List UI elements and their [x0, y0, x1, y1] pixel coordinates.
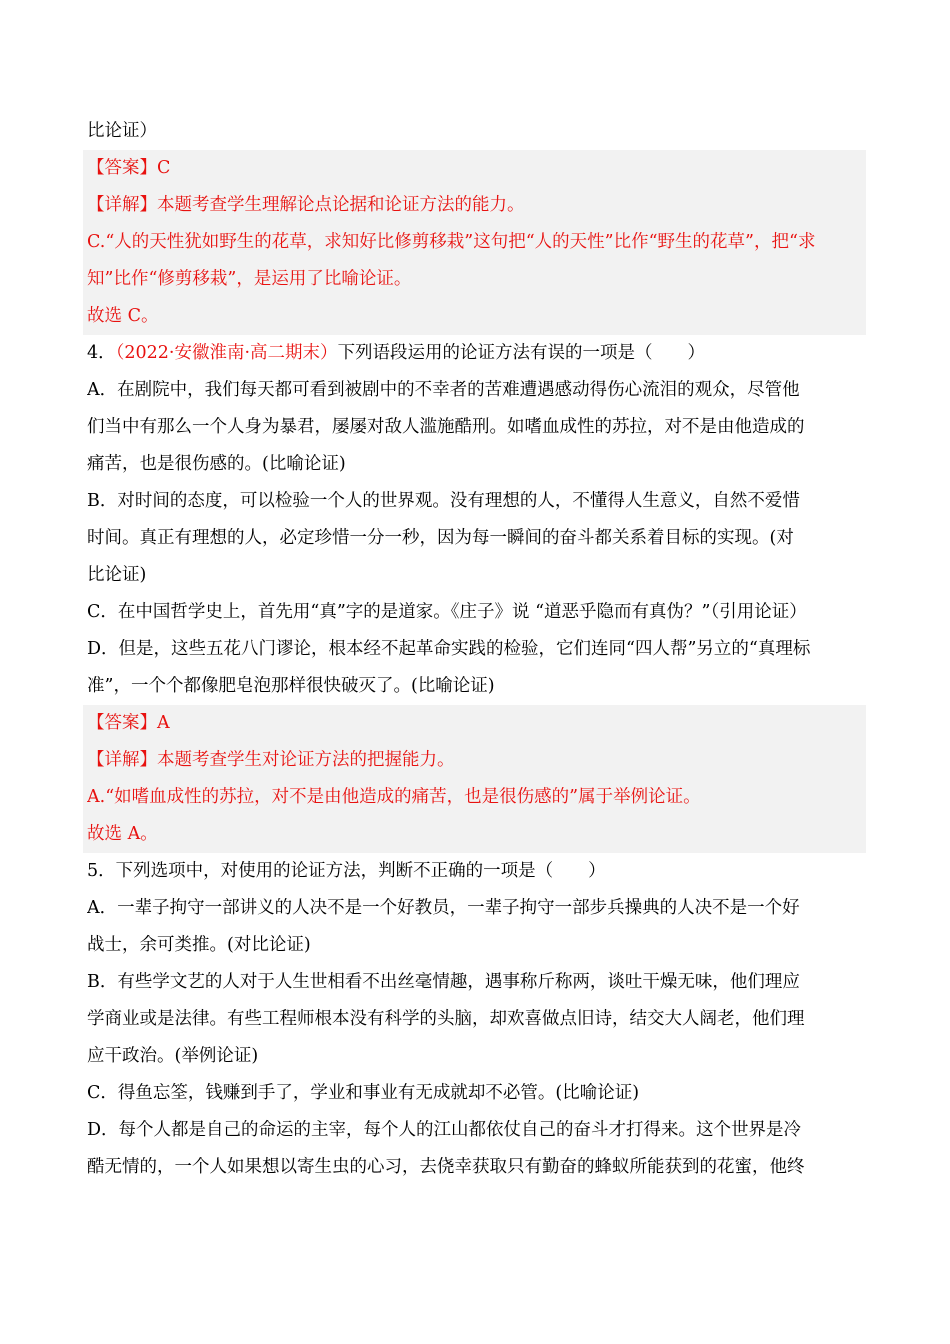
q4-option-line: A．在剧院中，我们每天都可看到被剧中的不幸者的苦难遭遇感动得伤心流泪的观众，尽管他	[87, 380, 800, 400]
q4-answer: 【答案】A	[87, 713, 170, 733]
q4-option-line: D．但是，这些五花八门谬论，根本经不起革命实践的检验，它们连同“四人帮”另立的“真理标	[87, 639, 811, 659]
q5-option-line: 学商业或是法律。有些工程师根本没有科学的头脑，却欢喜做点旧诗，结交大人阔老，他们理	[87, 1009, 805, 1029]
q3-detail-line: C.“人的天性犹如野生的花草，求知好比修剪移栽”这句把“人的天性”比作“野生的花草”，把“求	[87, 232, 816, 252]
q3-answer-box	[83, 150, 866, 335]
q3-detail-line: 知”比作“修剪移栽”，是运用了比喻论证。	[87, 269, 412, 289]
q5-option-line: 应干政治。(举例论证)	[87, 1046, 259, 1066]
q4-detail-line: 故选 A。	[87, 824, 158, 844]
q5-option-line: D．每个人都是自己的命运的主宰，每个人的江山都依仗自己的奋斗才打得来。这个世界是冷	[87, 1120, 802, 1140]
q3-answer: 【答案】C	[87, 158, 171, 178]
q4-stem	[87, 335, 866, 372]
q4-answer-box	[83, 705, 866, 853]
q3-detail-line: 【详解】本题考查学生理解论点论据和论证方法的能力。	[87, 195, 525, 215]
q4-option-line: 比论证)	[87, 565, 147, 585]
q4-option-line: 准”，一个个都像肥皂泡那样很快破灭了。(比喻论证)	[87, 676, 495, 696]
q5-option-line: 酷无情的，一个人如果想以寄生虫的心习，去侥幸获取只有勤奋的蜂蚁所能获到的花蜜，他终	[87, 1157, 805, 1177]
q5-option-line: C．得鱼忘筌，钱赚到手了，学业和事业有无成就却不必管。(比喻论证)	[87, 1083, 640, 1103]
q4-option-line: 们当中有那么一个人身为暴君，屡屡对敌人滥施酷刑。如嗜血成性的苏拉，对不是由他造成的	[87, 417, 805, 437]
q5-option-line: B．有些学文艺的人对于人生世相看不出丝毫情趣，遇事称斤称两，谈吐干燥无味，他们理应	[87, 972, 800, 992]
q4-option-line: B．对时间的态度，可以检验一个人的世界观。没有理想的人，不懂得人生意义，自然不爱惜	[87, 491, 800, 511]
q3-tail: 比论证）	[87, 121, 157, 141]
q4-detail-line: 【详解】本题考查学生对论证方法的把握能力。	[87, 750, 455, 770]
q4-detail-line: A.“如嗜血成性的苏拉，对不是由他造成的痛苦，也是很伤感的”属于举例论证。	[87, 787, 701, 807]
q4-option-line: 痛苦，也是很伤感的。(比喻论证)	[87, 454, 346, 474]
q4-stem-text: 下列语段运用的论证方法有误的一项是（ ）	[337, 343, 706, 363]
q3-detail-line: 故选 C。	[87, 306, 159, 326]
q5-stem: 5．下列选项中，对使用的论证方法，判断不正确的一项是（ ）	[87, 861, 606, 881]
document-content	[87, 113, 866, 1186]
q4-option-line: C．在中国哲学史上，首先用“真”字的是道家。《庄子》说 “道恶乎隐而有真伪？”（引用论证）	[87, 602, 807, 622]
q4-number: 4．	[87, 343, 116, 363]
q4-source: （2022·安徽淮南·高二期末）	[115, 343, 338, 363]
q4-option-line: 时间。真正有理想的人，必定珍惜一分一秒，因为每一瞬间的奋斗都关系着目标的实现。(对	[87, 528, 794, 548]
q5-option-line: 战士，余可类推。(对比论证)	[87, 935, 311, 955]
q5-option-line: A．一辈子拘守一部讲义的人决不是一个好教员，一辈子拘守一部步兵操典的人决不是一个好	[87, 898, 800, 918]
